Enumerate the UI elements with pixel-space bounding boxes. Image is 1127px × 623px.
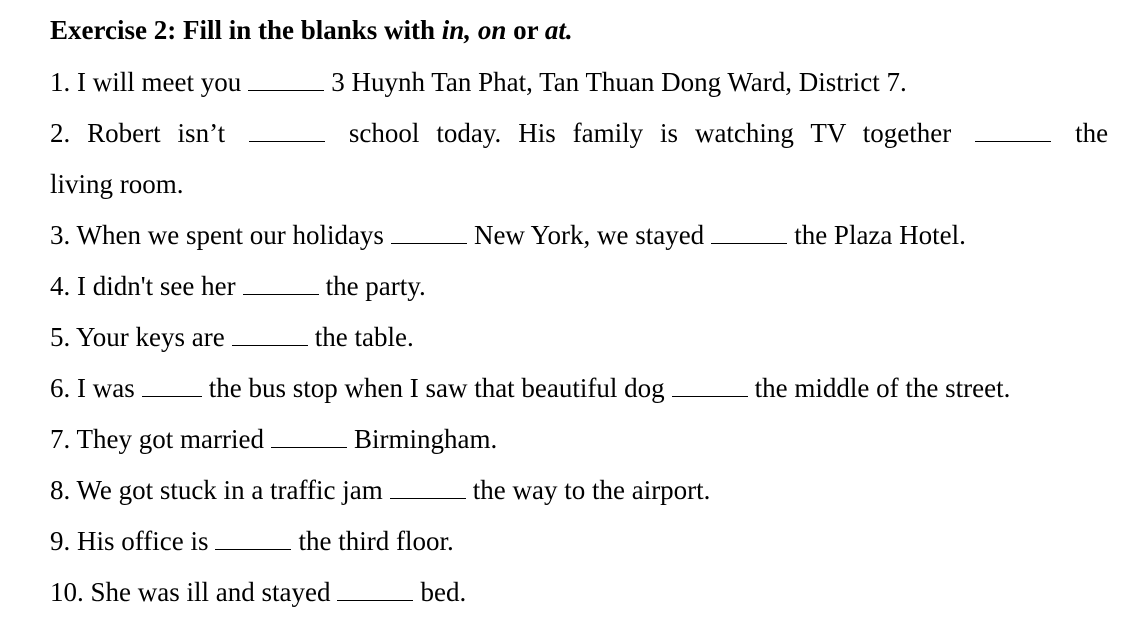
question-5 (50, 312, 1108, 363)
question-text: 3 Huynh Tan Phat, Tan Thuan Dong Ward, District 7. (331, 67, 907, 97)
exercise-sheet (50, 12, 1108, 618)
question-text: school today. His family is watching TV together (348, 118, 952, 148)
question-text: 3. When we spent our holidays (50, 220, 384, 250)
question-text: the (1075, 118, 1109, 148)
question-4 (50, 261, 1108, 312)
answer-blank[interactable] (215, 527, 291, 550)
answer-blank[interactable] (271, 425, 347, 448)
question-1 (50, 57, 1108, 108)
answer-blank[interactable] (243, 272, 319, 295)
question-text: 7. They got married (50, 424, 264, 454)
answer-blank[interactable] (142, 374, 202, 397)
question-text: 9. His office is (50, 526, 209, 556)
question-8 (50, 465, 1108, 516)
question-text: 10. She was ill and stayed (50, 577, 331, 607)
question-10 (50, 567, 1108, 618)
question-6 (50, 363, 1108, 414)
question-2 (50, 108, 1108, 159)
question-7 (50, 414, 1108, 465)
question-text: Birmingham. (353, 424, 498, 454)
question-text: the bus stop when I saw that beautiful dog (208, 373, 665, 403)
question-text: the Plaza Hotel. (794, 220, 966, 250)
question-text: bed. (420, 577, 467, 607)
exercise-title (50, 12, 1108, 48)
question-text: 2. Robert isn’t (50, 118, 226, 148)
question-text: living room. (50, 169, 184, 199)
title-word-at: at. (544, 15, 573, 45)
question-text: the third floor. (298, 526, 454, 556)
question-text: 6. I was (50, 373, 135, 403)
question-text: 8. We got stuck in a traffic jam (50, 475, 383, 505)
answer-blank[interactable] (337, 578, 413, 601)
answer-blank[interactable] (975, 119, 1051, 142)
question-text: the way to the airport. (472, 475, 711, 505)
title-word-in: in, (441, 15, 472, 45)
question-2-continuation (50, 159, 1108, 210)
question-9 (50, 516, 1108, 567)
question-text: the middle of the street. (754, 373, 1011, 403)
title-sep-2: or (506, 15, 545, 45)
question-text: 4. I didn't see her (50, 271, 236, 301)
answer-blank[interactable] (248, 68, 324, 91)
title-sep-1 (471, 15, 478, 45)
question-3 (50, 210, 1108, 261)
answer-blank[interactable] (711, 221, 787, 244)
answer-blank[interactable] (391, 221, 467, 244)
title-prefix: Exercise 2: Fill in the blanks with (50, 15, 442, 45)
question-text: the party. (325, 271, 426, 301)
question-text: New York, we stayed (473, 220, 705, 250)
answer-blank[interactable] (672, 374, 748, 397)
answer-blank[interactable] (232, 323, 308, 346)
answer-blank[interactable] (249, 119, 325, 142)
question-text: 1. I will meet you (50, 67, 242, 97)
question-text: the table. (314, 322, 414, 352)
question-text: 5. Your keys are (50, 322, 225, 352)
answer-blank[interactable] (390, 476, 466, 499)
title-word-on: on (477, 15, 507, 45)
